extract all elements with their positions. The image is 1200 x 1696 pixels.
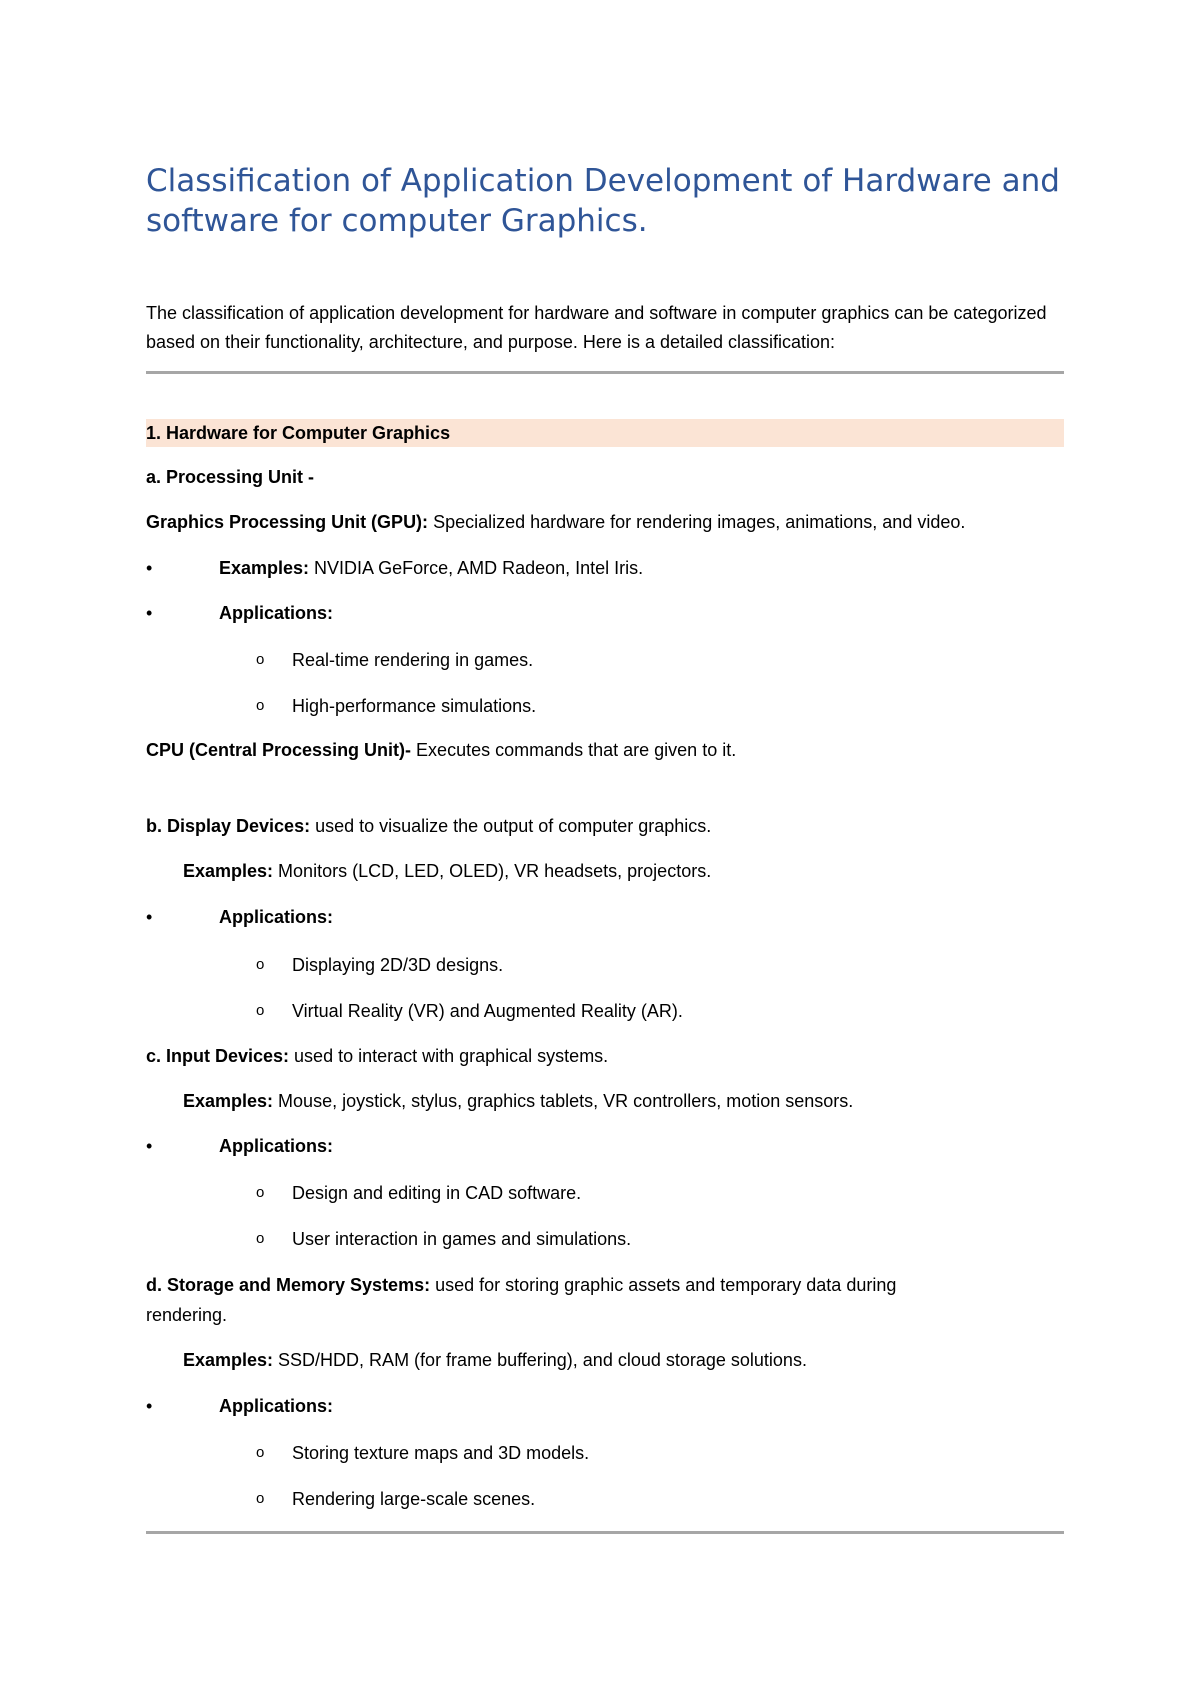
- gpu-examples: • Examples: NVIDIA GeForce, AMD Radeon, Intel Iris.: [146, 558, 644, 578]
- horizontal-rule: [146, 371, 1064, 374]
- gpu-applications-label: • Applications:: [146, 603, 334, 623]
- cpu-description: CPU (Central Processing Unit)- Executes commands that are given to it.: [146, 740, 737, 760]
- subsection-c-heading: c. Input Devices: used to interact with graphical systems.: [146, 1046, 609, 1066]
- display-applications-label: • Applications:: [146, 907, 334, 927]
- list-item: o Virtual Reality (VR) and Augmented Reality (AR).: [256, 1001, 683, 1021]
- gpu-description: Graphics Processing Unit (GPU): Specialized hardware for rendering images, animations, and video.: [146, 512, 966, 532]
- intro-paragraph: The classification of application development for hardware and software in computer graphics can be categorized based on their functionality, architecture, and purpose. Here is a detailed classification:: [146, 303, 1047, 352]
- input-examples: Examples: Mouse, joystick, stylus, graphics tablets, VR controllers, motion sensors.: [183, 1091, 854, 1111]
- subsection-a-heading: a. Processing Unit -: [146, 467, 315, 487]
- list-item: o Displaying 2D/3D designs.: [256, 955, 504, 975]
- subsection-d-continuation: rendering.: [146, 1305, 228, 1325]
- sub-bullet-icon: o: [256, 697, 265, 714]
- list-item: o Real-time rendering in games.: [256, 650, 534, 670]
- sub-bullet-icon: o: [256, 1444, 265, 1461]
- subsection-b-heading: b. Display Devices: used to visualize the output of computer graphics.: [146, 816, 712, 836]
- horizontal-rule: [146, 1531, 1064, 1534]
- list-item: o Design and editing in CAD software.: [256, 1183, 582, 1203]
- document-title: Classification of Application Development of Hardware and software for computer Graphics.: [146, 163, 1060, 239]
- sub-bullet-icon: o: [256, 1002, 265, 1019]
- sub-bullet-icon: o: [256, 1490, 265, 1507]
- bullet-icon: •: [146, 907, 153, 927]
- display-examples: Examples: Monitors (LCD, LED, OLED), VR headsets, projectors.: [183, 861, 712, 881]
- list-item: o High-performance simulations.: [256, 696, 537, 716]
- bullet-icon: •: [146, 1396, 153, 1416]
- bullet-icon: •: [146, 603, 153, 623]
- sub-bullet-icon: o: [256, 956, 265, 973]
- sub-bullet-icon: o: [256, 1184, 265, 1201]
- sub-bullet-icon: o: [256, 651, 265, 668]
- bullet-icon: •: [146, 1136, 153, 1156]
- sub-bullet-icon: o: [256, 1230, 265, 1247]
- subsection-d-heading: d. Storage and Memory Systems: used for storing graphic assets and temporary data during: [146, 1275, 897, 1295]
- list-item: o User interaction in games and simulations.: [256, 1229, 632, 1249]
- bullet-icon: •: [146, 558, 153, 578]
- input-applications-label: • Applications:: [146, 1136, 334, 1156]
- section-heading-text: 1. Hardware for Computer Graphics: [146, 423, 451, 443]
- section-heading-hardware: [146, 419, 1064, 447]
- list-item: o Rendering large-scale scenes.: [256, 1489, 536, 1509]
- storage-applications-label: • Applications:: [146, 1396, 334, 1416]
- storage-examples: Examples: SSD/HDD, RAM (for frame buffering), and cloud storage solutions.: [183, 1350, 807, 1370]
- list-item: o Storing texture maps and 3D models.: [256, 1443, 590, 1463]
